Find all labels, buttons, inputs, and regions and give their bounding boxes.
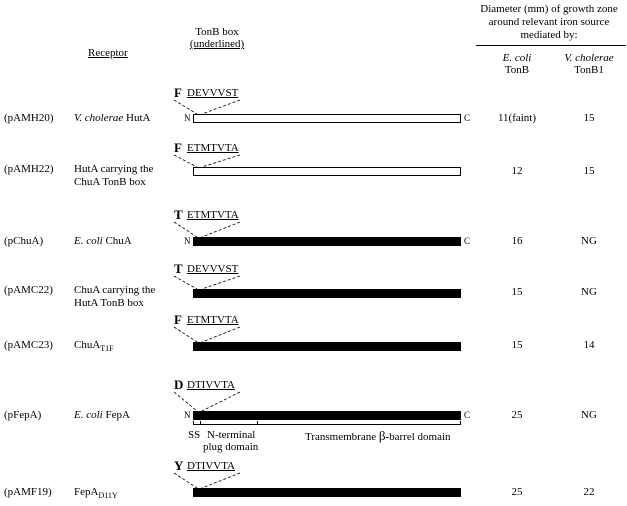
plasmid-label: (pAMF19) bbox=[4, 486, 52, 498]
vchol-value: 22 bbox=[583, 486, 595, 498]
receptor-bar-chuA-t1f bbox=[193, 342, 461, 351]
domain-tick bbox=[257, 421, 258, 425]
tonb-box-subheader: (underlined) bbox=[189, 38, 245, 50]
receptor-name-line2: HutA TonB box bbox=[74, 297, 144, 309]
domain-tick bbox=[460, 421, 461, 425]
receptor-name-line2: ChuA TonB box bbox=[74, 176, 146, 188]
tonb-box-sequence: ETMTVTA bbox=[187, 142, 239, 154]
tonb-box-residue: Y bbox=[174, 458, 184, 473]
vchol-value: 15 bbox=[583, 165, 595, 177]
tonb-box-residue: F bbox=[174, 140, 182, 155]
c-terminus-label: C bbox=[464, 410, 471, 420]
ecoli-value: 15 bbox=[511, 286, 523, 298]
tonb-box-sequence: DEVVVST bbox=[187, 263, 239, 275]
tonb-box-residue: F bbox=[174, 85, 182, 100]
plasmid-label: (pAMH20) bbox=[4, 112, 54, 124]
plasmid-label: (pAMH22) bbox=[4, 163, 54, 175]
vchol-value: NG bbox=[581, 235, 597, 247]
ecoli-value: 11(faint) bbox=[497, 112, 537, 124]
plug-domain-label: N-terminal bbox=[207, 429, 256, 441]
plug-domain-label-line2: plug domain bbox=[203, 441, 259, 453]
plasmid-label: (pFepA) bbox=[4, 409, 42, 421]
diameter-header-1: Diameter (mm) of growth zone bbox=[480, 3, 618, 15]
vchol-value: 15 bbox=[583, 112, 595, 124]
diameter-header-3: mediated by: bbox=[520, 29, 578, 41]
receptor-bar-chuA bbox=[193, 237, 461, 246]
ecoli-value: 16 bbox=[511, 235, 523, 247]
n-terminus-label: N bbox=[184, 410, 191, 420]
receptor-header: Receptor bbox=[88, 47, 128, 59]
signal-sequence-label: SS bbox=[188, 429, 201, 441]
receptor-bar-chuA-chimera bbox=[193, 289, 461, 298]
n-terminus-label: N bbox=[184, 113, 191, 123]
receptor-bar-hutA bbox=[193, 114, 461, 123]
vchol-value: 14 bbox=[583, 339, 595, 351]
ecoli-value: 25 bbox=[511, 409, 523, 421]
col-vchol-subheader: TonB1 bbox=[574, 64, 604, 76]
vchol-value: NG bbox=[581, 286, 597, 298]
header-divider bbox=[476, 45, 626, 46]
tonb-box-sequence: ETMTVTA bbox=[187, 209, 239, 221]
receptor-name: ChuA carrying the bbox=[74, 284, 156, 296]
domain-bracket-line bbox=[193, 424, 461, 425]
tonb-box-residue: F bbox=[174, 312, 182, 327]
ecoli-value: 12 bbox=[511, 165, 523, 177]
barrel-domain-label: Transmembrane β-barrel domain bbox=[305, 428, 451, 443]
tonb-box-residue: D bbox=[174, 377, 184, 392]
receptor-bar-fepA bbox=[193, 411, 461, 420]
plasmid-label: (pAMC23) bbox=[4, 339, 53, 351]
col-vchol-header: V. cholerae bbox=[564, 52, 614, 64]
domain-tick bbox=[200, 421, 201, 425]
c-terminus-label: C bbox=[464, 113, 471, 123]
receptor-bar-hutA-chimera bbox=[193, 167, 461, 176]
plasmid-label: (pChuA) bbox=[4, 235, 44, 247]
ecoli-value: 15 bbox=[511, 339, 523, 351]
tonb-box-sequence: DTIVVTA bbox=[187, 379, 235, 391]
receptor-name: FepA$_{D11Y}$ bbox=[74, 486, 118, 501]
c-terminus-label: C bbox=[464, 236, 471, 246]
domain-tick bbox=[193, 421, 194, 425]
receptor-bar-fepA-d11y bbox=[193, 488, 461, 497]
diameter-header-2: around relevant iron source bbox=[488, 16, 610, 28]
tonb-box-header: TonB box bbox=[195, 26, 239, 38]
n-terminus-label: N bbox=[184, 236, 191, 246]
tonb-box-sequence: DEVVVST bbox=[187, 87, 239, 99]
ecoli-value: 25 bbox=[511, 486, 523, 498]
receptor-name: V. cholerae HutA bbox=[74, 112, 151, 124]
vchol-value: NG bbox=[581, 409, 597, 421]
plasmid-label: (pAMC22) bbox=[4, 284, 53, 296]
receptor-name: ChuA$_{T1F}$ bbox=[74, 339, 114, 354]
tonb-box-sequence: ETMTVTA bbox=[187, 314, 239, 326]
col-ecoli-header: E. coli bbox=[502, 52, 532, 64]
receptor-name: E. coli ChuA bbox=[74, 235, 132, 247]
receptor-name: E. coli FepA bbox=[74, 409, 130, 421]
col-ecoli-subheader: TonB bbox=[504, 64, 530, 76]
tonb-box-residue: T bbox=[174, 207, 183, 222]
receptor-name: HutA carrying the bbox=[74, 163, 154, 175]
tonb-box-sequence: DTIVVTA bbox=[187, 460, 235, 472]
tonb-box-residue: T bbox=[174, 261, 183, 276]
